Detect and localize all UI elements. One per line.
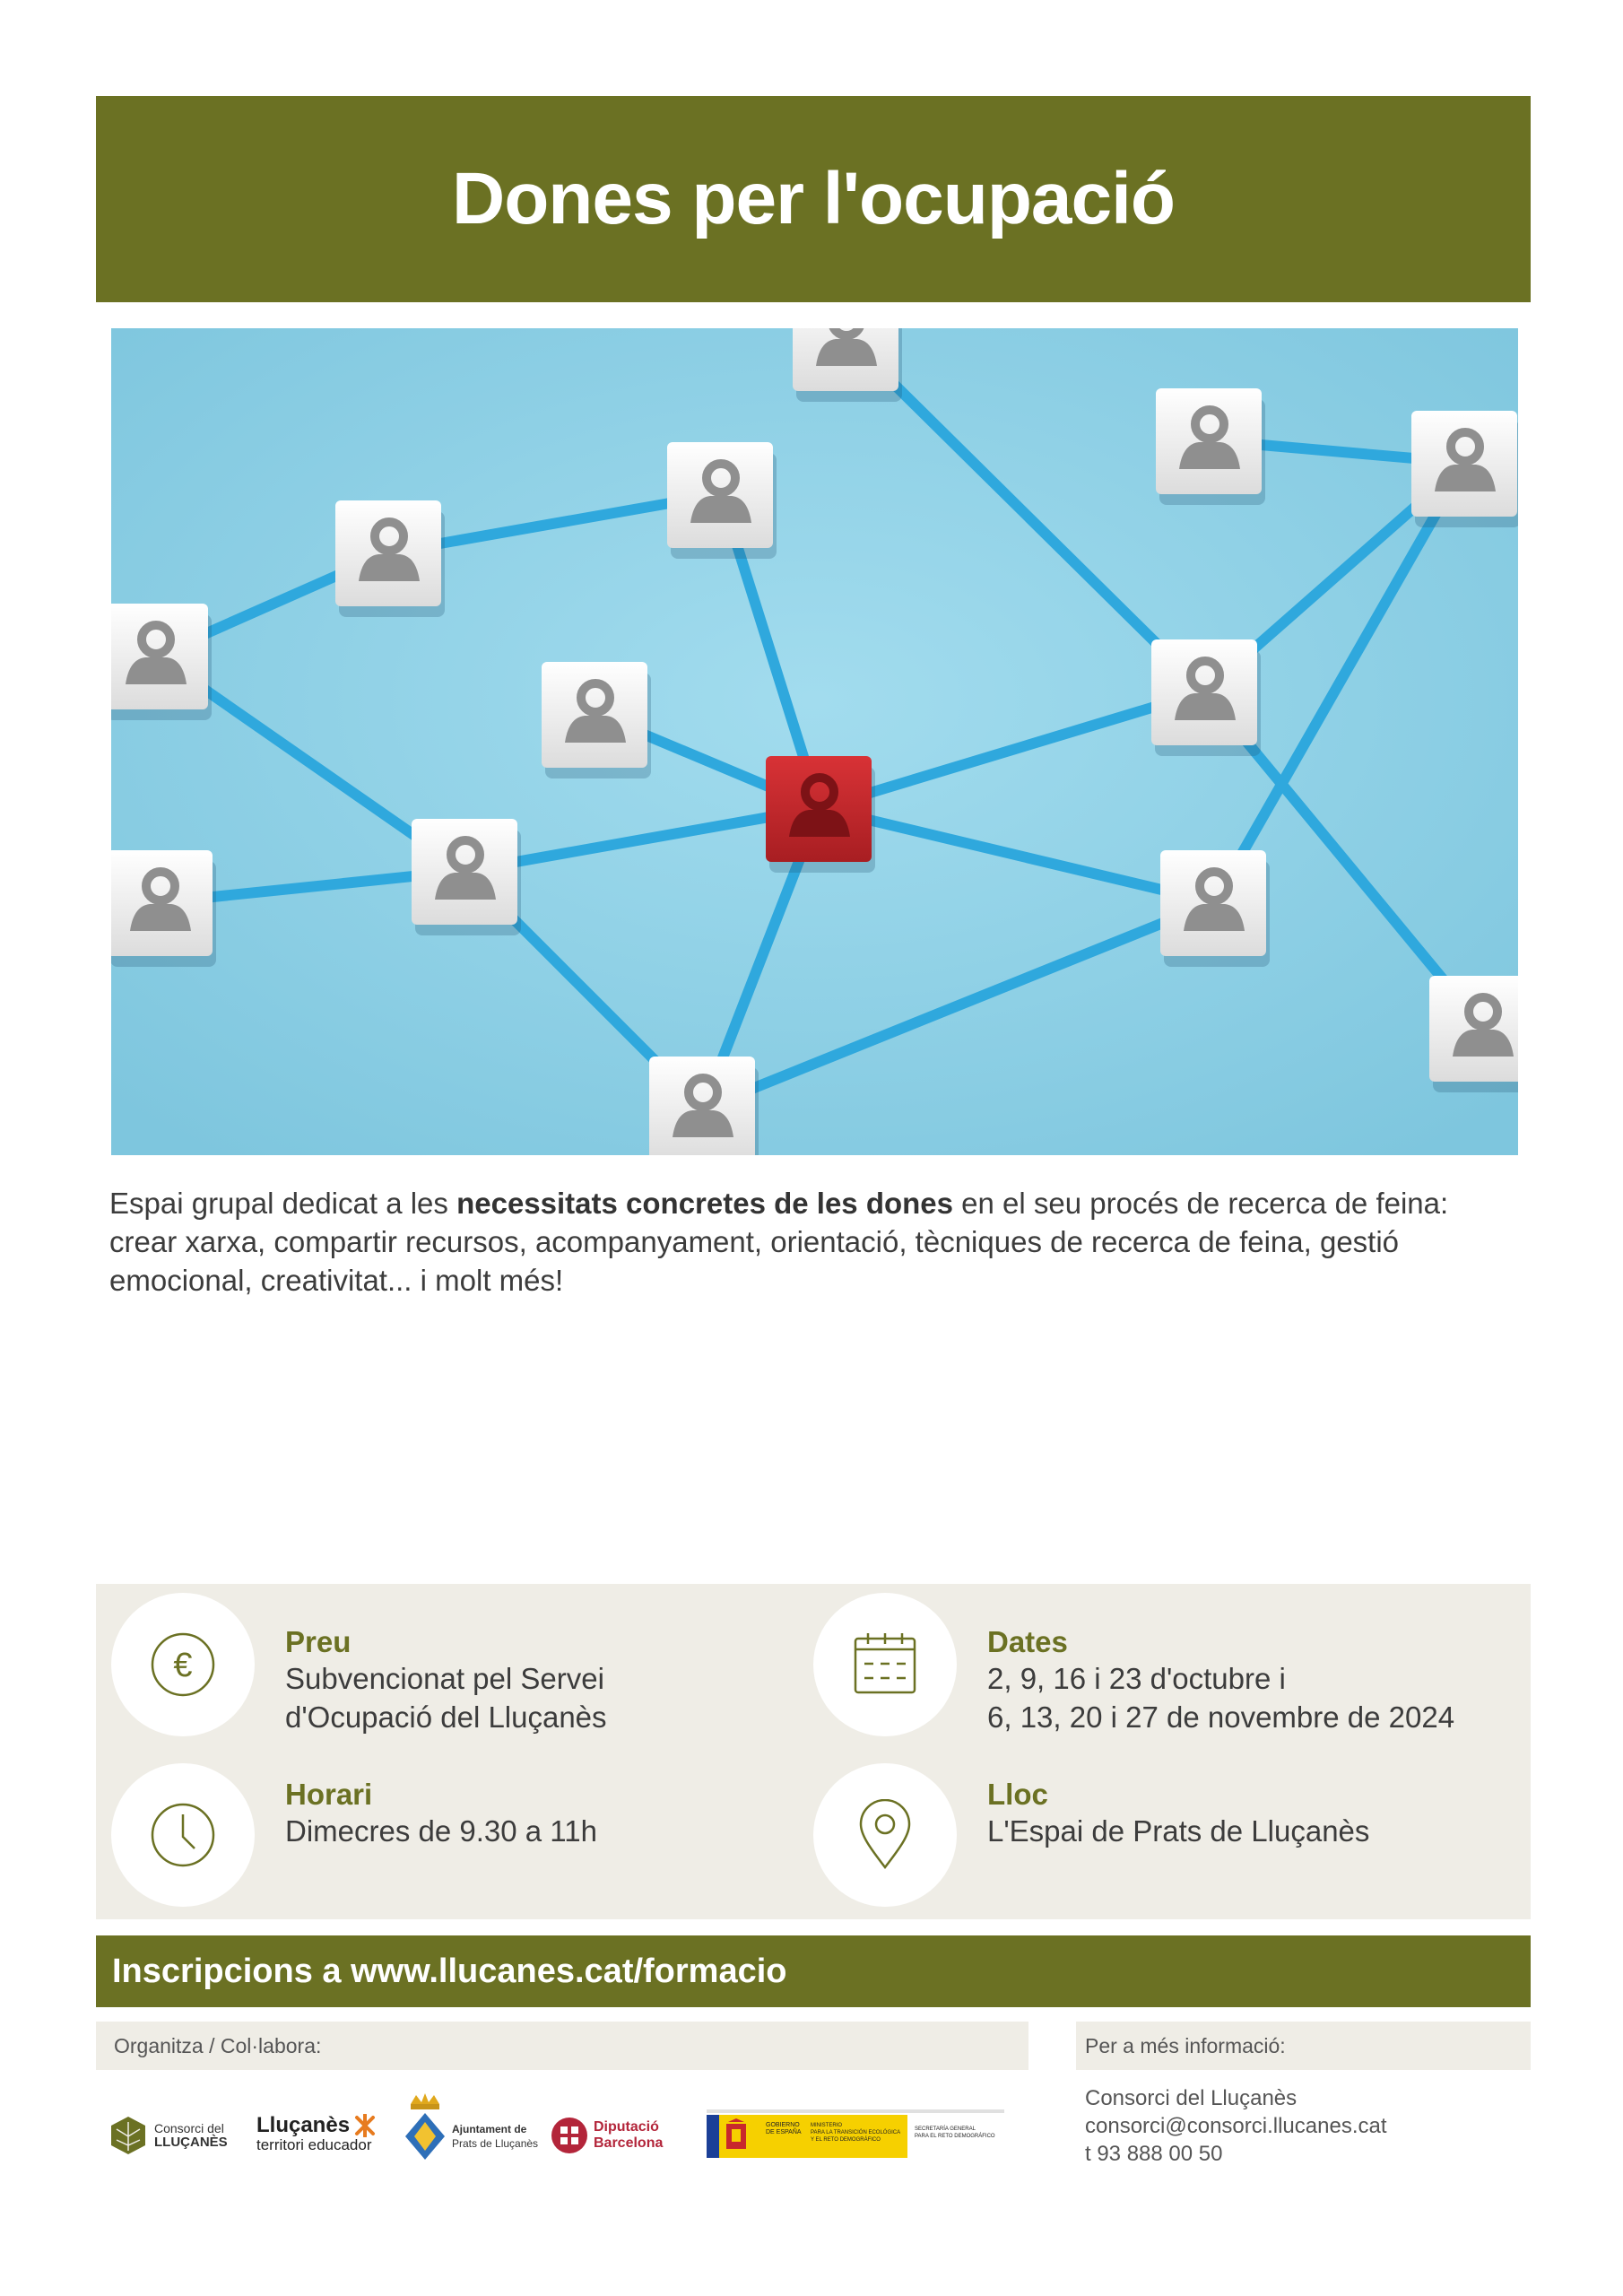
gobierno-logo-line-2: DE ESPAÑA — [766, 2129, 802, 2135]
secretaria-logo-line-1: SECRETARÍA GENERAL — [915, 2126, 976, 2132]
ministerio-logo-line-2: PARA LA TRANSICIÓN ECOLÓGICA — [811, 2130, 901, 2135]
location-pin-icon-circle — [813, 1763, 957, 1907]
person-tile-icon — [111, 850, 216, 967]
person-tile-icon — [412, 819, 521, 935]
contact-email[interactable]: consorci@consorci.llucanes.cat — [1085, 2114, 1387, 2138]
contact-name: Consorci del Lluçanès — [1085, 2086, 1298, 2110]
place-line-1: L'Espai de Prats de Lluçanès — [987, 1814, 1370, 1848]
hero-illustration — [111, 328, 1518, 1155]
person-tile-icon — [1411, 411, 1518, 527]
dates-line-1: 2, 9, 16 i 23 d'octubre i — [987, 1662, 1286, 1695]
spain-shield-icon — [723, 2118, 750, 2154]
place-block — [987, 1778, 1369, 1850]
price-label: Preu — [285, 1625, 352, 1658]
price-block — [285, 1625, 607, 1736]
clock-icon-circle — [111, 1763, 255, 1907]
person-tile-icon — [111, 604, 212, 720]
territori-logo-line-2: territori educador — [256, 2136, 372, 2153]
organizers-label: Organitza / Col·labora: — [114, 2033, 322, 2057]
eu-flag-icon — [707, 2115, 719, 2158]
territori-logo-line-1: Lluçanès — [256, 2113, 351, 2137]
ministerio-logo-line-3: Y EL RETO DEMOGRÁFICO — [811, 2137, 881, 2143]
euro-icon — [150, 1631, 216, 1698]
secretaria-logo-line-2: PARA EL RETO DEMOGRÁFICO — [915, 2134, 995, 2139]
diputacio-logo-line-1: Diputació — [594, 2119, 659, 2135]
consorci-logo-line-2: LLUÇANÈS — [154, 2135, 228, 2150]
more-info-label: Per a més informació: — [1085, 2033, 1286, 2057]
location-pin-icon — [852, 1799, 918, 1871]
euro-icon-circle — [111, 1593, 255, 1736]
network-illustration — [111, 328, 1518, 1155]
price-line-1: Subvencionat pel Servei — [285, 1662, 604, 1695]
gobierno-logo-line-1: GOBIERNO — [766, 2122, 800, 2128]
ajuntament-logo-line-1: Ajuntament de — [452, 2123, 527, 2135]
person-tile-icon — [649, 1057, 759, 1155]
contact-info — [1085, 2084, 1387, 2168]
highlighted-person-icon — [766, 756, 875, 873]
registration-bar — [96, 1935, 1531, 2007]
diputacio-seal-icon — [551, 2117, 588, 2154]
logo-ajuntament — [404, 2092, 538, 2163]
price-line-2: d'Ocupació del Lluçanès — [285, 1700, 607, 1734]
person-tile-icon — [542, 662, 651, 778]
logo-gobierno — [707, 2109, 1004, 2160]
schedule-block — [285, 1778, 597, 1850]
diputacio-logo-line-2: Barcelona — [594, 2135, 664, 2151]
dates-label: Dates — [987, 1625, 1068, 1658]
consorci-logo-line-1: Consorci del — [154, 2121, 224, 2135]
logos-row — [108, 2108, 1013, 2170]
ajuntament-logo-line-2: Prats de Lluçanès — [452, 2137, 539, 2150]
page-title: Dones per l'ocupació — [451, 158, 1175, 239]
contact-phone[interactable]: t 93 888 00 50 — [1085, 2142, 1223, 2166]
consorci-leaf-icon — [108, 2115, 149, 2156]
info-box — [96, 1584, 1531, 1919]
orange-burst-icon — [353, 2114, 377, 2137]
logo-diputacio — [551, 2117, 663, 2154]
intro-highlight: necessitats concretes de les dones — [456, 1187, 954, 1220]
dates-line-2: 6, 13, 20 i 27 de novembre de 2024 — [987, 1700, 1455, 1734]
logo-consorci — [108, 2115, 228, 2156]
calendar-icon — [852, 1631, 918, 1698]
person-tile-icon — [1429, 976, 1518, 1092]
place-label: Lloc — [987, 1778, 1048, 1811]
person-tile-icon — [793, 328, 902, 402]
calendar-icon-circle — [813, 1593, 957, 1736]
more-info-header — [1076, 2022, 1531, 2070]
schedule-line-1: Dimecres de 9.30 a 11h — [285, 1814, 597, 1848]
dates-block — [987, 1625, 1454, 1736]
intro-paragraph — [109, 1184, 1508, 1300]
title-banner — [96, 96, 1531, 302]
coat-of-arms-icon — [404, 2092, 447, 2163]
person-tile-icon — [335, 500, 445, 617]
logo-territori-educador — [256, 2113, 377, 2154]
person-tile-icon — [1156, 388, 1265, 505]
ministerio-logo-line-1: MINISTERIO — [811, 2123, 843, 2128]
intro-text-start: Espai grupal dedicat a les — [109, 1187, 457, 1220]
clock-icon — [150, 1802, 216, 1868]
registration-link[interactable]: Inscripcions a www.llucanes.cat/formacio — [112, 1952, 787, 1990]
person-tile-icon — [1160, 850, 1270, 967]
person-tile-icon — [1151, 639, 1261, 756]
organizers-header — [96, 2022, 1028, 2070]
intro-text-end: en el seu procés de recerca de feina: crear xarxa, compartir recursos, acompanyament, orientació, tècniques de recerca de feina, gestió emocional, creativitat... i molt més! — [109, 1187, 1449, 1297]
schedule-label: Horari — [285, 1778, 373, 1811]
person-tile-icon — [667, 442, 777, 559]
svg-text:€: € — [173, 1647, 193, 1684]
